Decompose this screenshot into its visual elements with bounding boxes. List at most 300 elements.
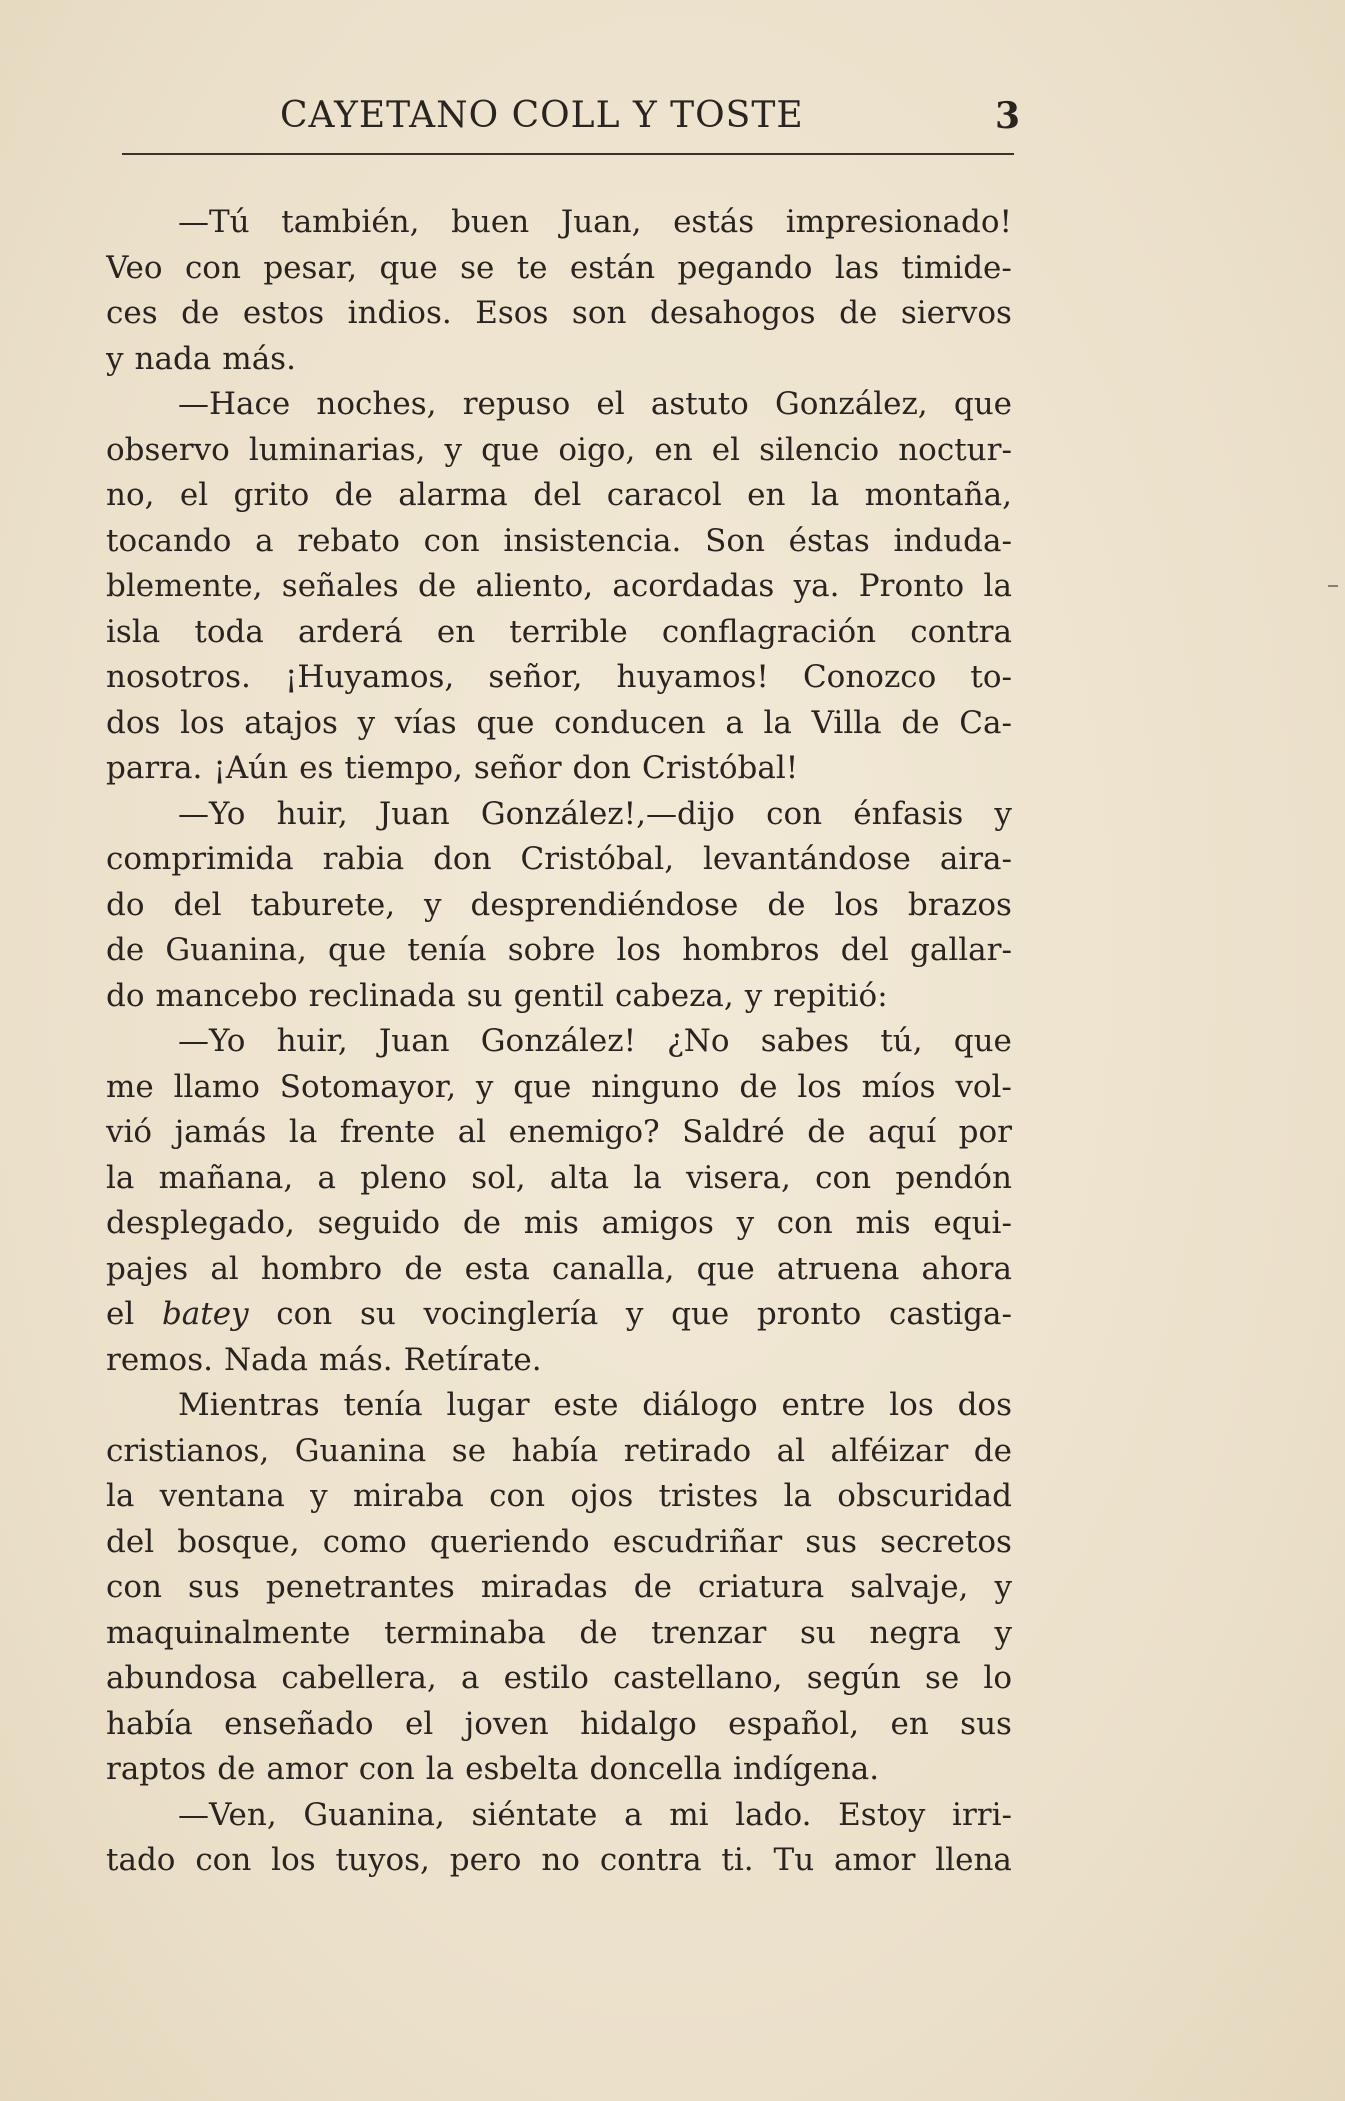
word: atajos — [244, 704, 338, 741]
word: castellano, — [613, 1660, 783, 1696]
word: alarma — [398, 477, 508, 513]
word: se — [924, 1660, 960, 1696]
text-line — [106, 291, 1012, 337]
word: Conozco — [802, 659, 937, 695]
word: induda- — [893, 522, 1012, 559]
word: que — [476, 704, 535, 741]
word: y — [994, 795, 1012, 832]
word: Cristóbal, — [520, 841, 675, 877]
word: batey — [161, 1296, 249, 1332]
word: penetrantes — [265, 1569, 455, 1605]
word: tenía — [343, 1387, 423, 1423]
word: sus — [805, 1523, 858, 1560]
word: tado — [106, 1842, 176, 1878]
word: toda — [194, 613, 264, 650]
text-line — [106, 1292, 1012, 1338]
word: de — [839, 295, 878, 331]
word: según — [806, 1660, 901, 1696]
word: Son — [705, 522, 765, 559]
word: taburete, — [250, 886, 396, 923]
word: Juan — [378, 795, 450, 832]
word: miraba — [352, 1478, 464, 1514]
word: y — [994, 1614, 1012, 1651]
word: de — [181, 295, 220, 331]
word: Nada — [224, 1341, 308, 1378]
word: Saldré — [682, 1114, 785, 1150]
word: ¡Huyamos, — [284, 659, 455, 695]
word: esbelta — [465, 1751, 579, 1787]
word: Cristóbal! — [642, 750, 799, 786]
word: llena — [935, 1842, 1012, 1878]
word: vías — [394, 704, 457, 741]
word: escudriñar — [612, 1523, 783, 1560]
word: llamo — [173, 1068, 260, 1105]
word: criatura — [697, 1569, 825, 1605]
word: que — [513, 1068, 572, 1105]
word: do — [106, 977, 145, 1014]
word: do — [106, 886, 145, 923]
word: énfasis — [853, 795, 964, 832]
word: y — [994, 1569, 1012, 1605]
word: ventana — [159, 1478, 285, 1514]
word: indígena. — [732, 1751, 880, 1787]
word: mi — [669, 1796, 709, 1833]
word: que — [696, 1250, 755, 1287]
word: las — [834, 249, 880, 286]
word: ojos — [570, 1478, 634, 1514]
text-line — [106, 382, 1012, 428]
word: y — [444, 431, 463, 468]
word: que — [481, 431, 540, 468]
word: seguido — [317, 1205, 441, 1241]
word: la — [783, 1478, 813, 1514]
word: Juan — [378, 1023, 450, 1059]
word: de — [334, 477, 373, 513]
word: los — [271, 1842, 316, 1878]
word: pero — [449, 1842, 522, 1878]
word: el — [179, 477, 209, 513]
word: están — [569, 249, 656, 286]
word: con — [489, 1478, 546, 1514]
word: alféizar — [830, 1432, 949, 1469]
word: impresionado! — [785, 204, 1012, 240]
text-line — [106, 1793, 1012, 1839]
word: —Hace — [178, 386, 291, 422]
word: tuyos, — [335, 1842, 430, 1878]
word: del — [173, 886, 222, 923]
text-line — [106, 428, 1012, 474]
word: Villa — [811, 704, 882, 741]
word: tocando — [106, 522, 232, 559]
word: no — [541, 1842, 580, 1878]
word: castiga- — [889, 1296, 1012, 1332]
word: Mientras — [178, 1387, 320, 1423]
word: de — [417, 568, 457, 604]
word: Guanina — [294, 1432, 427, 1469]
word: acordadas — [612, 568, 775, 604]
word: este — [553, 1387, 619, 1423]
word: González! — [480, 1023, 637, 1059]
word: entre — [781, 1387, 866, 1423]
word: de — [739, 1068, 778, 1105]
body-text — [106, 200, 1012, 1884]
word: había — [106, 1705, 193, 1742]
word: con — [276, 1296, 333, 1332]
word: levantándose — [703, 841, 911, 877]
word: con — [106, 1569, 162, 1605]
word: son — [571, 295, 627, 331]
text-line — [106, 1201, 1012, 1247]
word: de — [973, 1432, 1012, 1469]
word: astuto — [650, 386, 749, 422]
word: sabes — [760, 1023, 850, 1059]
word: amor — [834, 1842, 916, 1878]
word: Pronto — [858, 568, 965, 604]
word: alta — [549, 1159, 610, 1196]
page-number: 3 — [994, 95, 1020, 137]
word: observo — [106, 431, 230, 468]
header-rule — [122, 153, 1014, 155]
word: con — [423, 522, 480, 559]
word: la — [288, 1114, 318, 1150]
word: pronto — [756, 1296, 862, 1332]
word: la — [983, 568, 1012, 604]
word: montaña, — [864, 477, 1012, 513]
word: huyamos! — [616, 659, 769, 695]
word: silencio — [759, 431, 880, 468]
word: en — [890, 1705, 929, 1742]
word: a — [317, 1159, 336, 1196]
text-line — [106, 746, 1012, 792]
word: repuso — [462, 386, 571, 422]
word: los — [834, 886, 879, 923]
word: vocinglería — [423, 1296, 599, 1332]
word: pendón — [895, 1159, 1012, 1196]
word: rabia — [322, 841, 405, 877]
text-line — [106, 974, 1012, 1020]
word: pajes — [106, 1250, 189, 1287]
word: jamás — [174, 1114, 267, 1150]
text-line — [106, 655, 1012, 701]
word: el — [106, 1296, 135, 1332]
word: desahogos — [649, 295, 816, 331]
word: cabellera, — [281, 1660, 437, 1696]
text-line — [106, 928, 1012, 974]
word: la — [106, 1478, 135, 1514]
text-line — [106, 1565, 1012, 1611]
text-line — [106, 701, 1012, 747]
word: que — [328, 932, 387, 968]
word: —Yo — [178, 1023, 246, 1059]
word: Ca- — [959, 704, 1012, 741]
word: en — [747, 477, 786, 513]
word: parra. — [106, 750, 203, 786]
word: y — [736, 1205, 755, 1241]
word: los — [889, 1387, 934, 1423]
word: la — [633, 1159, 662, 1196]
word: a — [255, 522, 274, 559]
word: la — [763, 704, 792, 741]
word: hombros — [682, 932, 820, 968]
word: contra — [599, 1842, 702, 1878]
text-line — [106, 1156, 1012, 1202]
word: estos — [242, 295, 325, 331]
word: irri- — [952, 1796, 1012, 1833]
word: aliento, — [475, 568, 594, 604]
word: sus — [188, 1569, 240, 1605]
word: su — [359, 1296, 396, 1332]
word: de — [106, 932, 145, 968]
word: y — [744, 977, 763, 1014]
word: a — [624, 1796, 643, 1833]
word: vió — [106, 1114, 153, 1150]
word: salvaje, — [850, 1569, 969, 1605]
word: aira- — [939, 841, 1012, 877]
word: se — [460, 249, 495, 286]
text-line — [106, 519, 1012, 565]
word: retirado — [623, 1432, 752, 1469]
margin-mark — [1328, 585, 1338, 587]
word: con — [815, 1159, 872, 1196]
word: y — [424, 886, 442, 923]
word: Retírate. — [403, 1341, 542, 1378]
word: los — [180, 704, 225, 741]
word: de — [404, 1250, 443, 1287]
word: míos — [861, 1068, 936, 1105]
word: dos — [106, 704, 161, 741]
word: huir, — [276, 1023, 348, 1059]
word: al — [776, 1432, 806, 1469]
word: Veo — [106, 249, 163, 286]
word: más. — [222, 340, 296, 377]
word: con — [195, 1842, 252, 1878]
word: indios. — [347, 295, 452, 331]
word: los — [616, 932, 662, 968]
word: estilo — [503, 1660, 589, 1696]
word: hombro — [260, 1250, 383, 1287]
word: ahora — [921, 1250, 1012, 1287]
word: de — [767, 886, 806, 923]
word: había — [511, 1432, 599, 1469]
word: te — [516, 249, 548, 286]
word: Sotomayor, — [279, 1068, 457, 1105]
word: buen — [451, 204, 530, 240]
word: dos — [957, 1387, 1012, 1423]
word: tú, — [880, 1023, 923, 1059]
word: amigos — [601, 1205, 714, 1241]
word: se — [451, 1432, 487, 1469]
word: diálogo — [642, 1387, 758, 1423]
word: —Tú — [178, 204, 250, 240]
word: también, — [281, 204, 420, 240]
word: isla — [106, 613, 161, 650]
word: que — [953, 1023, 1012, 1059]
word: González, — [775, 386, 928, 422]
text-line — [106, 1338, 1012, 1384]
word: con — [776, 1205, 833, 1241]
word: de — [633, 1569, 672, 1605]
word: por — [958, 1114, 1012, 1150]
word: tenía — [407, 932, 487, 968]
word: ninguno — [591, 1068, 720, 1105]
word: de — [579, 1614, 618, 1651]
word: luminarias, — [248, 431, 426, 468]
word: desprendiéndose — [470, 886, 739, 923]
text-line — [106, 1520, 1012, 1566]
word: mis — [523, 1205, 579, 1241]
word: del — [106, 1523, 155, 1560]
word: terminaba — [384, 1614, 546, 1651]
word: Guanina, — [303, 1796, 445, 1833]
word: al — [210, 1250, 239, 1287]
word: miradas — [480, 1569, 608, 1605]
word: su — [466, 977, 503, 1014]
word: grito — [233, 477, 310, 513]
word: negra — [869, 1614, 961, 1651]
word: Juan, — [560, 204, 642, 240]
word: lo — [983, 1660, 1012, 1696]
word: queriendo — [429, 1523, 590, 1560]
word: —Ven, — [178, 1796, 277, 1833]
text-line — [106, 337, 1012, 383]
word: los — [797, 1068, 842, 1105]
word: doncella — [589, 1751, 722, 1787]
word: reclinada — [308, 977, 456, 1014]
word: caracol — [606, 477, 722, 513]
word: cristianos, — [106, 1432, 270, 1469]
running-head: CAYETANO COLL Y TOSTE — [280, 95, 804, 136]
word: Guanina, — [165, 932, 307, 968]
word: que — [671, 1296, 730, 1332]
word: de — [807, 1114, 846, 1150]
word: insistencia. — [503, 522, 682, 559]
word: to- — [970, 659, 1012, 695]
word: sobre — [507, 932, 596, 968]
text-line — [106, 564, 1012, 610]
word: el — [711, 431, 741, 468]
word: con — [766, 795, 823, 832]
word: oigo, — [558, 431, 636, 468]
word: atruena — [776, 1250, 900, 1287]
word: enseñado — [224, 1705, 374, 1742]
text-line — [106, 1656, 1012, 1702]
word: nada — [134, 340, 212, 377]
text-line — [106, 1110, 1012, 1156]
word: a — [460, 1660, 480, 1696]
word: maquinalmente — [106, 1614, 351, 1651]
word: nosotros. — [106, 659, 251, 695]
word: lugar — [446, 1387, 530, 1423]
word: timide- — [901, 249, 1012, 286]
word: ¿No — [667, 1023, 730, 1059]
word: arderá — [297, 613, 403, 650]
word: gentil — [513, 977, 605, 1014]
word: mancebo — [155, 977, 298, 1014]
word: remos. — [106, 1341, 213, 1378]
word: y — [310, 1478, 328, 1514]
word: el — [404, 1705, 434, 1742]
word: contra — [910, 613, 1012, 650]
text-line — [106, 883, 1012, 929]
text-line — [106, 1065, 1012, 1111]
word: tiempo, — [344, 750, 463, 786]
word: su — [799, 1614, 836, 1651]
word: abundosa — [106, 1660, 258, 1696]
word: que — [953, 386, 1012, 422]
word: me — [106, 1068, 154, 1105]
word: y — [106, 340, 124, 377]
word: Tu — [773, 1842, 815, 1878]
text-line — [106, 610, 1012, 656]
word: y — [357, 704, 376, 741]
word: esta — [464, 1250, 530, 1287]
text-line — [106, 837, 1012, 883]
word: brazos — [907, 886, 1012, 923]
word: sus — [960, 1705, 1012, 1742]
word: la — [425, 1751, 455, 1787]
word: en — [654, 431, 693, 468]
word: joven — [464, 1705, 549, 1742]
text-line — [106, 1383, 1012, 1429]
word: tristes — [658, 1478, 759, 1514]
word: canalla, — [552, 1250, 675, 1287]
word: rebato — [297, 522, 400, 559]
word: con — [358, 1751, 415, 1787]
word: Estoy — [838, 1796, 926, 1833]
word: desplegado, — [106, 1205, 295, 1241]
word: conflagración — [661, 613, 877, 650]
word: pegando — [677, 249, 813, 286]
page-header — [120, 95, 1020, 155]
word: gallar- — [910, 932, 1012, 968]
word: obscuridad — [837, 1478, 1012, 1514]
word: hidalgo — [580, 1705, 697, 1742]
word: repitió: — [773, 977, 888, 1014]
word: sol, — [471, 1159, 526, 1196]
word: conducen — [554, 704, 706, 741]
text-line — [106, 1247, 1012, 1293]
word: y — [475, 1068, 494, 1105]
word: vol- — [955, 1068, 1012, 1105]
word: noctur- — [898, 431, 1012, 468]
word: no, — [106, 477, 155, 513]
word: González!,—dijo — [480, 795, 735, 832]
word: ya. — [793, 568, 840, 604]
word: frente — [339, 1114, 436, 1150]
word: lado. — [735, 1796, 812, 1833]
word: es — [299, 750, 334, 786]
word: señor — [473, 750, 562, 786]
word: de — [217, 1751, 256, 1787]
word: la — [810, 477, 840, 513]
word: el — [596, 386, 625, 422]
word: ti. — [721, 1842, 754, 1878]
word: y — [625, 1296, 644, 1332]
word: de — [901, 704, 940, 741]
word: como — [322, 1523, 407, 1560]
text-line — [106, 200, 1012, 246]
word: don — [572, 750, 632, 786]
word: ¡Aún — [213, 750, 289, 786]
word: a — [725, 704, 744, 741]
word: siéntate — [471, 1796, 598, 1833]
word: señales — [281, 568, 399, 604]
text-line — [106, 1019, 1012, 1065]
word: de — [462, 1205, 502, 1241]
word: pesar, — [263, 249, 358, 286]
word: español, — [728, 1705, 860, 1742]
word: blemente, — [106, 568, 263, 604]
